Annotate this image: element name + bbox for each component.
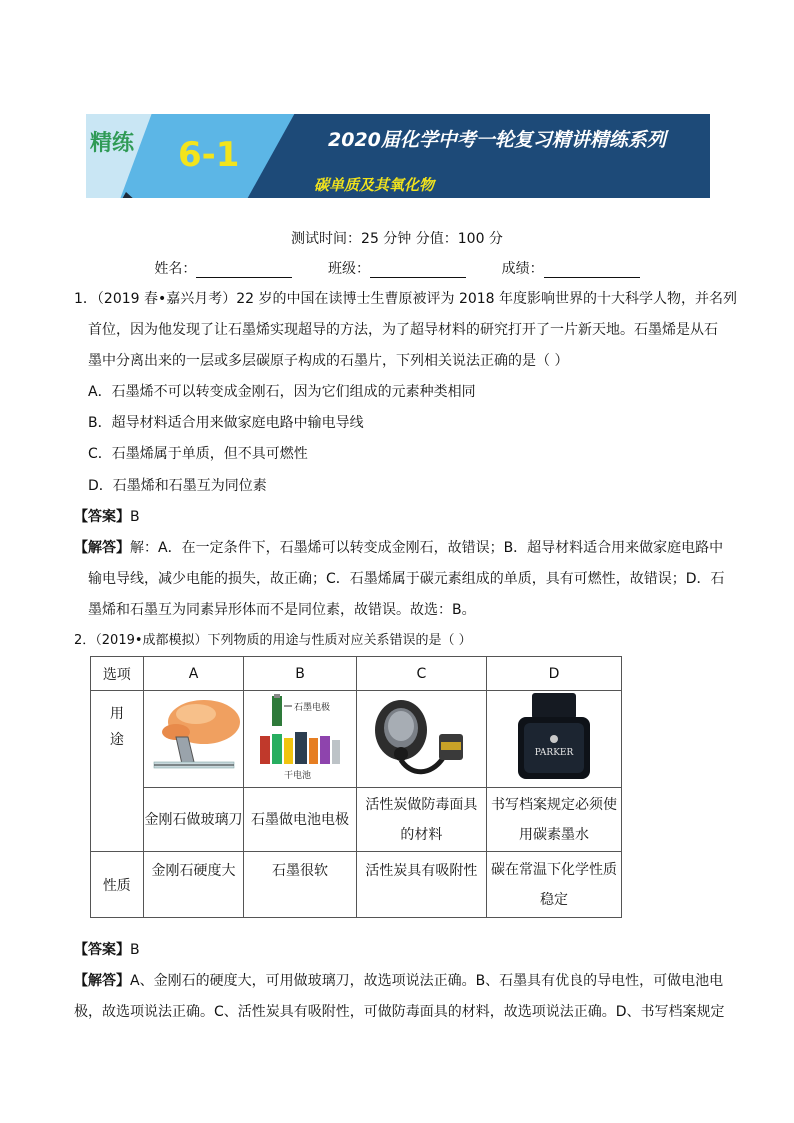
q2-property-cell: 金刚石硬度大 bbox=[143, 852, 244, 918]
q2-answer bbox=[74, 940, 140, 960]
q1-answer-value: B bbox=[130, 509, 140, 525]
q2-use-cell: 活性炭做防毒面具的材料 bbox=[356, 788, 486, 852]
q2-property-cell: 石墨很软 bbox=[244, 852, 356, 918]
ink-bottle-image bbox=[487, 691, 622, 788]
class-label: 班级： bbox=[328, 261, 370, 277]
q2-answer-value: B bbox=[130, 942, 140, 958]
q1-explain-line3: 墨烯和石墨互为同素异形体而不是同位素，故错误。故选：B。 bbox=[88, 602, 476, 618]
q2-explain-line2: 极，故选项说法正确。C、活性炭具有吸附性，可做防毒面具的材料，故选项说法正确。D、书写档案规定 bbox=[74, 1004, 725, 1020]
q2-header-cell: A bbox=[143, 657, 244, 691]
name-field[interactable] bbox=[196, 261, 292, 278]
q2-use-cell: 石墨做电池电极 bbox=[244, 788, 356, 852]
q1-stem-line2: 首位，因为他发现了让石墨烯实现超导的方法，为了超导材料的研究打开了一片新天地。石墨烯是从石 bbox=[88, 322, 718, 338]
q2-property-cell: 活性炭具有吸附性 bbox=[356, 852, 486, 918]
q2-header-cell: C bbox=[356, 657, 486, 691]
banner-topic: 碳单质及其氧化物 bbox=[314, 176, 435, 194]
q1-option-d: D．石墨烯和石墨互为同位素 bbox=[88, 478, 267, 494]
score-field[interactable] bbox=[544, 261, 640, 278]
q2-header-cell: D bbox=[487, 657, 622, 691]
q2-use-cell: 金刚石做玻璃刀 bbox=[143, 788, 244, 852]
battery-image bbox=[244, 691, 356, 788]
q2-use-label-1: 用 bbox=[109, 706, 124, 722]
q2-property-label: 性质 bbox=[91, 852, 144, 918]
q1-option-a: A．石墨烯不可以转变成金刚石，因为它们组成的元素种类相同 bbox=[88, 384, 476, 400]
q2-use-text-row bbox=[91, 788, 622, 852]
q2-use-label bbox=[91, 691, 144, 852]
q1-option-c: C．石墨烯属于单质，但不具可燃性 bbox=[88, 446, 308, 462]
banner-series-title: 2020届化学中考一轮复习精讲精练系列 bbox=[328, 129, 666, 151]
gas-mask-image bbox=[356, 691, 486, 788]
banner-tag: 精练 bbox=[90, 131, 135, 156]
class-field[interactable] bbox=[370, 261, 466, 278]
q1-answer bbox=[74, 507, 140, 527]
score-label: 成绩： bbox=[501, 261, 544, 277]
q2-stem: 2．（2019•成都模拟）下列物质的用途与性质对应关系错误的是（ ） bbox=[74, 633, 472, 648]
q2-header-cell: B bbox=[244, 657, 356, 691]
q2-explain-label: 【解答】 bbox=[74, 973, 130, 989]
q2-header-cell: 选项 bbox=[91, 657, 144, 691]
banner-code: 6-1 bbox=[178, 135, 240, 175]
q1-stem-line1: 1．（2019 春•嘉兴月考）22 岁的中国在读博士生曹原被评为 2018 年度影响世界的十大科学人物，并名列 bbox=[74, 291, 738, 307]
test-info: 测试时间：25 分钟 分值：100 分 bbox=[291, 231, 503, 247]
q2-explain-text1: A、金刚石的硬度大，可用做玻璃刀，故选项说法正确。B、石墨具有优良的导电性，可做电池电 bbox=[130, 973, 724, 989]
name-label: 姓名： bbox=[154, 261, 197, 277]
glass-cutter-image bbox=[143, 691, 244, 788]
q2-use-cell: 书写档案规定必须使用碳素墨水 bbox=[487, 788, 622, 852]
q2-table bbox=[90, 656, 622, 918]
q2-property-row bbox=[91, 852, 622, 918]
q1-answer-label: 【答案】 bbox=[74, 509, 130, 525]
battery-caption-top: 石墨电极 bbox=[294, 703, 331, 713]
q1-explain-line2: 输电导线，减少电能的损失，故正确；C．石墨烯属于碳元素组成的单质，具有可燃性，故错误；D．石 bbox=[88, 571, 725, 587]
q2-property-cell: 碳在常温下化学性质稳定 bbox=[487, 852, 622, 918]
student-info-row bbox=[0, 258, 794, 278]
ink-brand-label: PARKER bbox=[534, 748, 574, 758]
q1-explain-text1: 解：A．在一定条件下，石墨烯可以转变成金刚石，故错误；B．超导材料适合用来做家庭电路中 bbox=[130, 540, 724, 556]
q2-table-header bbox=[91, 657, 622, 691]
q1-option-b: B．超导材料适合用来做家庭电路中输电导线 bbox=[88, 415, 364, 431]
battery-caption-bottom: 干电池 bbox=[284, 771, 312, 781]
q1-explain-line1 bbox=[74, 538, 723, 558]
q1-stem-line3: 墨中分离出来的一层或多层碳原子构成的石墨片，下列相关说法正确的是（ ） bbox=[88, 353, 569, 369]
q2-explain-line1 bbox=[74, 971, 723, 991]
header-banner bbox=[86, 114, 710, 198]
q2-use-image-row bbox=[91, 691, 622, 788]
q2-use-label-2: 途 bbox=[109, 732, 124, 748]
q1-explain-label: 【解答】 bbox=[74, 540, 130, 556]
q2-answer-label: 【答案】 bbox=[74, 942, 130, 958]
